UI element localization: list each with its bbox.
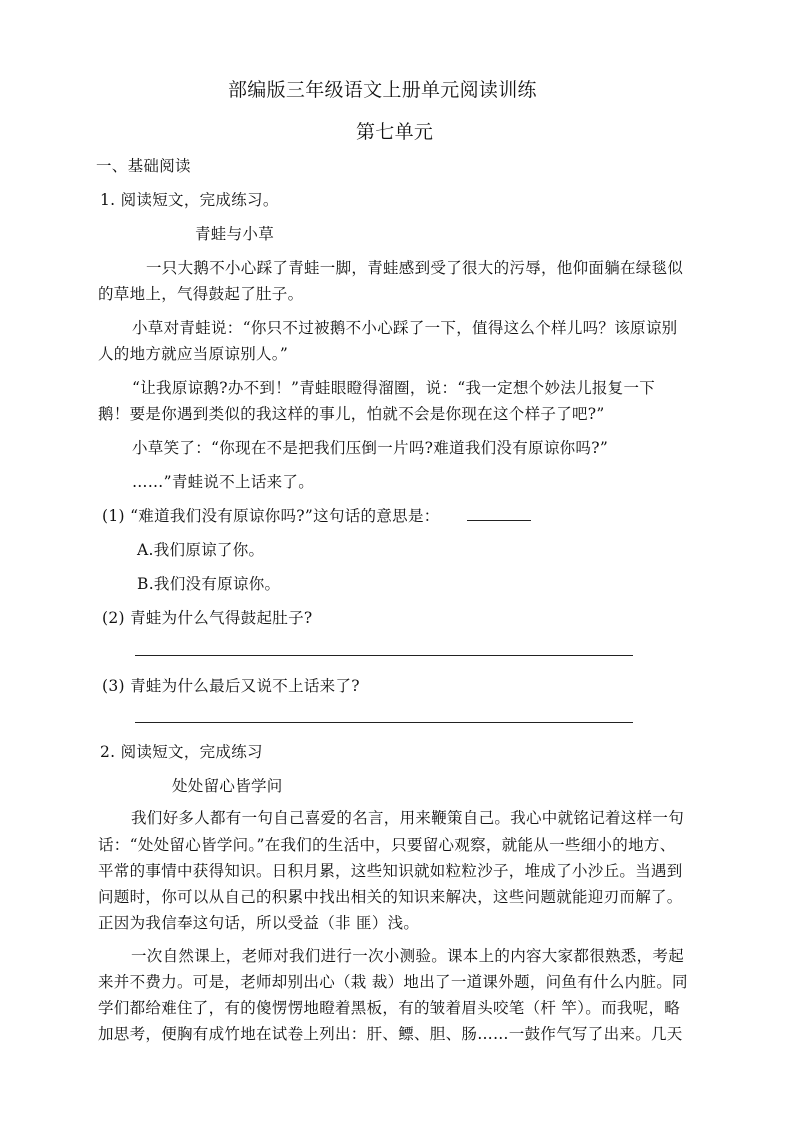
sub-question-3: (3) 青蛙为什么最后又说不上话来了? bbox=[102, 677, 360, 695]
passage-1-line: 人的地方就应当原谅别人。” bbox=[98, 345, 289, 363]
passage-2-line: 学们都给难住了，有的傻愣愣地瞪着黑板，有的皱着眉头咬笔（杆 竿）。而我呢，略 bbox=[98, 999, 681, 1017]
passage-1-line: 一只大鹅不小心踩了青蛙一脚，青蛙感到受了很大的污辱，他仰面躺在绿毯似 bbox=[146, 259, 684, 277]
option-a: A.我们原谅了你。 bbox=[137, 541, 265, 559]
passage-2-line: 问题时，你可以从自己的积累中找出相关的知识来解决，这些问题就能迎刃而解了。 bbox=[98, 888, 683, 906]
passage-1-line: 小草对青蛙说：“你只不过被鹅不小心踩了一下，值得这么个样儿吗？该原谅别 bbox=[132, 319, 678, 337]
passage-2-line: 正因为我信奉这句话，所以受益（非 匪）浅。 bbox=[98, 914, 420, 932]
question-1-instruction: 1. 阅读短文，完成练习。 bbox=[100, 191, 279, 209]
passage-2-title: 处处留心皆学问 bbox=[172, 777, 283, 795]
sub-question-1: (1) “难道我们没有原谅你吗?”这句话的意思是： bbox=[102, 507, 440, 525]
passage-2-line: 平常的事情中获得知识。日积月累，这些知识就如粒粒沙子，堆成了小沙丘。当遇到 bbox=[98, 862, 683, 880]
unit-title: 第七单元 bbox=[356, 121, 434, 143]
passage-1-line: “让我原谅鹅?办不到！”青蛙眼瞪得溜圈，说：“我一定想个妙法儿报复一下 bbox=[132, 379, 656, 397]
passage-1-title: 青蛙与小草 bbox=[195, 225, 275, 243]
passage-1-line: 小草笑了：“你现在不是把我们压倒一片吗?难道我们没有原谅你吗?” bbox=[132, 439, 609, 457]
passage-2-line: 加思考，便胸有成竹地在试卷上列出：肝、鳔、胆、肠……一鼓作气写了出来。几天 bbox=[98, 1025, 683, 1043]
passage-1-line: ……”青蛙说不上话来了。 bbox=[132, 473, 315, 491]
passage-1-line: 鹅！要是你遇到类似的我这样的事儿，怕就不会是你现在这个样子了吧?” bbox=[98, 405, 605, 423]
answer-line-2[interactable] bbox=[135, 655, 633, 656]
passage-2-line: 我们好多人都有一句自己喜爱的名言，用来鞭策自己。我心中就铭记着这样一句 bbox=[131, 809, 685, 827]
passage-2-line: 来并不费力。可是，老师却别出心（栽 裁）地出了一道课外题，问鱼有什么内脏。同 bbox=[98, 973, 688, 991]
page-title: 部编版三年级语文上册单元阅读训练 bbox=[228, 79, 537, 101]
option-b: B.我们没有原谅你。 bbox=[137, 575, 281, 593]
answer-blank-1[interactable] bbox=[467, 520, 531, 521]
passage-2-line: 一次自然课上，老师对我们进行一次小测验。课本上的内容大家都很熟悉，考起 bbox=[131, 947, 685, 965]
passage-1-line: 的草地上，气得鼓起了肚子。 bbox=[98, 285, 304, 303]
passage-2-line: 话：“处处留心皆学问。”在我们的生活中，只要留心观察，就能从一些细小的地方、 bbox=[98, 836, 676, 854]
section-heading-basic-reading: 一、基础阅读 bbox=[96, 157, 191, 175]
answer-line-3[interactable] bbox=[135, 722, 633, 723]
sub-question-2: (2) 青蛙为什么气得鼓起肚子? bbox=[102, 609, 313, 627]
question-2-instruction: 2. 阅读短文，完成练习 bbox=[100, 743, 263, 761]
